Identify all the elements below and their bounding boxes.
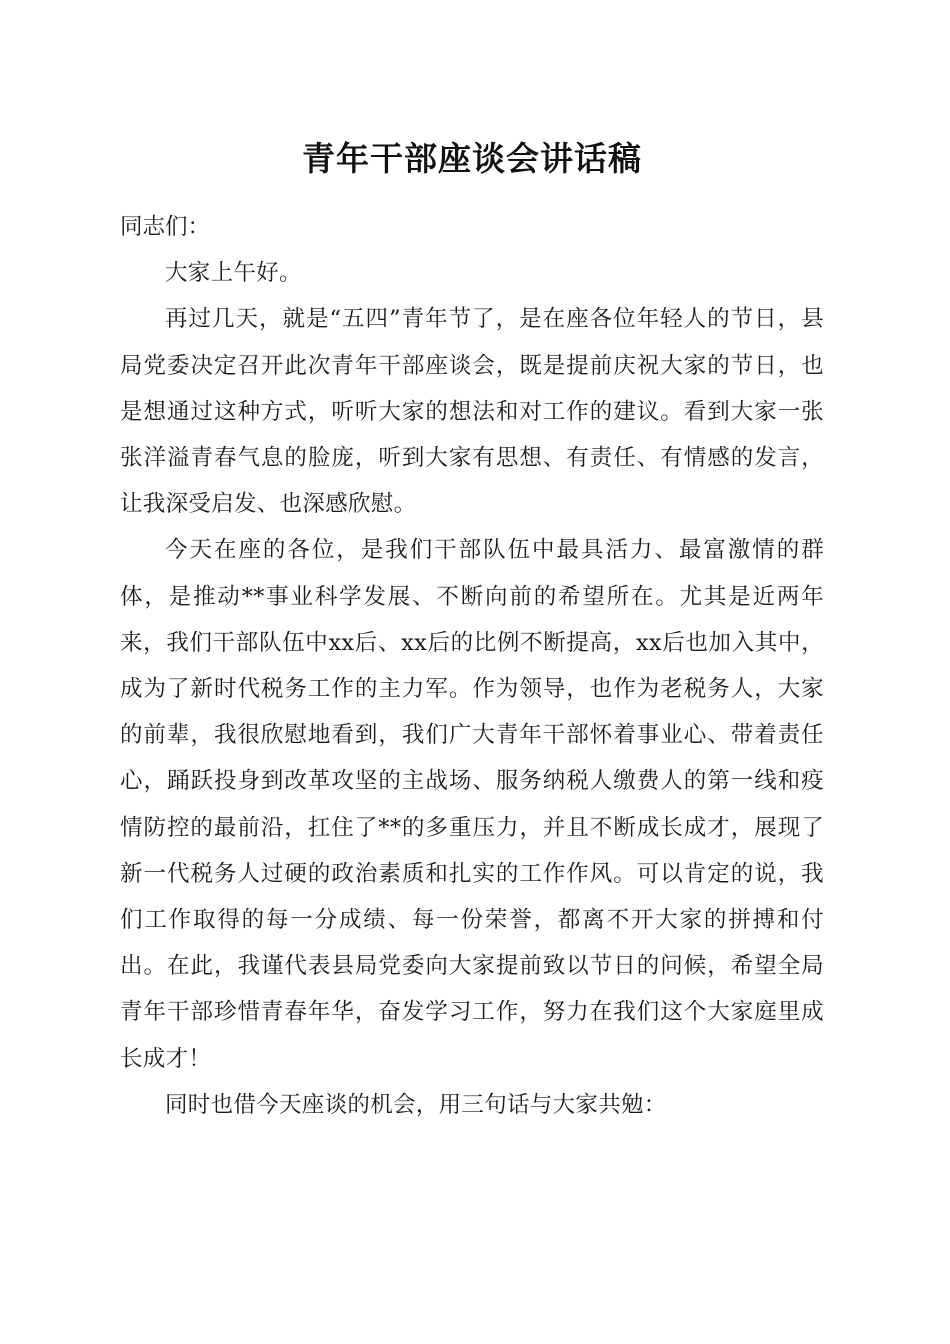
document-title: 青年干部座谈会讲话稿 <box>302 139 642 178</box>
document-body <box>120 204 824 1128</box>
salutation: 同志们： <box>120 214 211 240</box>
paragraph-encouragement-intro: 同时也借今天座谈的机会，用三句话与大家共勉： <box>165 1091 667 1118</box>
paragraph-occasion: 再过几天，就是“五四”青年节了，是在座各位年轻人的节日，县局党委决定召开此次青年干部座谈会，既是提前庆祝大家的节日，也是想通过这种方式，听听大家的想法和对工作的建议。看到大家一张张洋溢青春气息的脸庞，听到大家有思想、有责任、有情感的发言，让我深受启发、也深感欣慰。 <box>120 306 824 518</box>
paragraph-greeting: 大家上午好。 <box>165 260 302 287</box>
paragraph-appreciation: 今天在座的各位，是我们干部队伍中最具活力、最富激情的群体，是推动**事业科学发展、不断向前的希望所在。尤其是近两年来，我们干部队伍中xx后、xx后的比例不断提高，xx后也加入其中，成为了新时代税务工作的主力军。作为领导，也作为老税务人，大家的前辈，我很欣慰地看到，我们广大青年干部怀着事业心、带着责任心，踊跃投身到改革攻坚的主战场、服务纳税人缴费人的第一线和疫情防控的最前沿，扛住了**的多重压力，并且不断成长成才，展现了新一代税务人过硬的政治素质和扎实的工作作风。可以肯定的说，我们工作取得的每一分成绩、每一份荣誉，都离不开大家的拼搏和付出。在此，我谨代表县局党委向大家提前致以节日的问候，希望全局青年干部珍惜青春年华，奋发学习工作，努力在我们这个大家庭里成长成才！ <box>120 537 824 1072</box>
